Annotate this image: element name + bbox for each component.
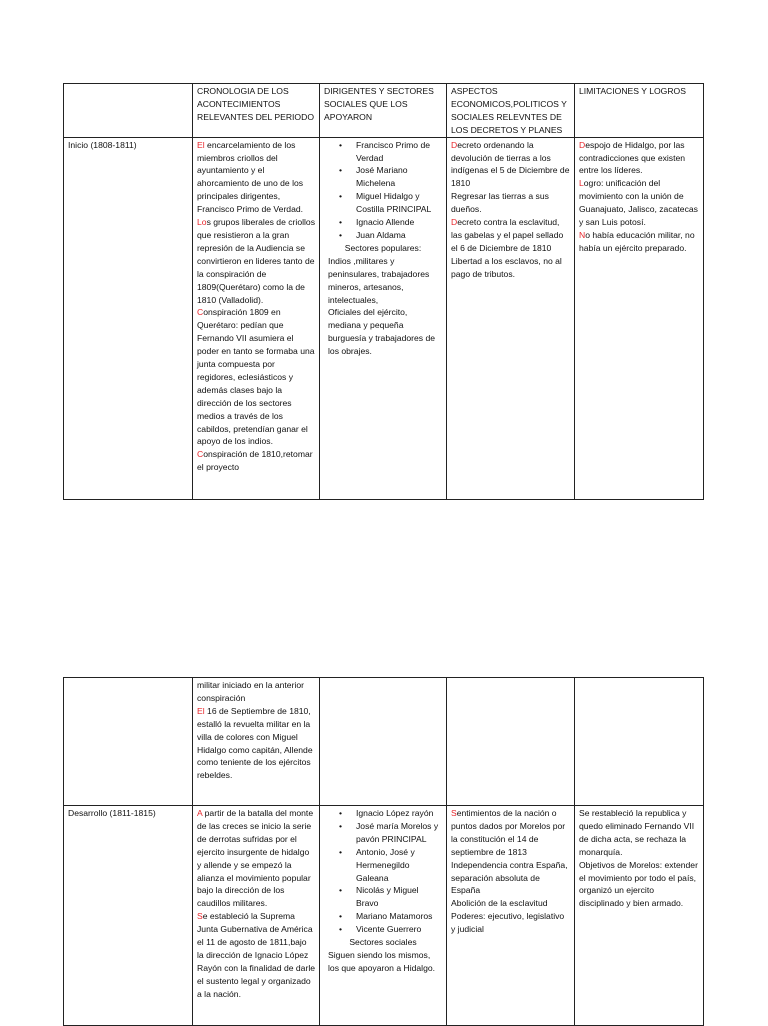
leaders-list [324,807,442,936]
empty-cell [575,678,704,806]
aspectos-cell-desarrollo [447,806,575,1026]
limitaciones-paragraph: Logro: unificación del movimiento con la unión de Guanajuato, Jalisco, zacatecas y san Luis potosí. [579,178,698,228]
cronologia-paragraph: Se estableció la Suprema Junta Gubernativa de América el 11 de agosto de 1811,bajo la dirección de Ignacio López Rayón con la finalidad de darle el sustento legal y organizado a la nación. [197,911,316,999]
aspectos-paragraph: Decreto contra la esclavitud, las gabelas y el papel sellado el 6 de Diciembre de 1810 [451,217,564,253]
aspectos-paragraph: Decreto ordenando la devolución de tierras a los indígenas el 5 de Diciembre de 1810 [451,139,570,189]
aspectos-paragraph: Independencia contra España, separación absoluta de España [451,859,568,896]
cronologia-paragraph: A partir de la batalla del monte de las creces se inicio la serie de derrotas sufridas por el ejercito insurgente de hidalgo y allende y se empezó la alianza el movimiento popular bajo la dirección de los caudillos militares. [197,808,314,909]
row-label-empty [64,678,193,806]
dirigentes-cell-inicio [320,137,447,499]
aspectos-paragraph: Regresar las tierras a sus dueños. [451,191,549,215]
cronologia-paragraph: Conspiración 1809 en Querétaro: pedían que Fernando VII asumiera el poder en tanto se formaba una junta compuesta por regidores, eclesiásticos y además clases bajo la dirección de los sectores medios a través de los cabildos, pretendían ganar el apoyo de los indios. [197,307,315,447]
list-item: • Ignacio López rayón [324,807,442,820]
cronologia-cell-continuation [193,678,320,806]
limitaciones-paragraph: Despojo de Hidalgo, por las contradicciones que existen entre los líderes. [579,139,686,176]
empty-cell [320,678,447,806]
list-item: • Francisco Primo de Verdad [324,139,442,165]
aspectos-paragraph: Abolición de la esclavitud [451,898,548,909]
chronology-table-page-1 [63,83,704,500]
list-item: • Antonio, José y Hermenegildo Galeana [324,846,442,885]
aspectos-cell-inicio [447,137,575,499]
limitaciones-paragraph: No había educación militar, no había un ejército preparado. [579,229,695,253]
list-item: • Mariano Matamoros [324,910,442,923]
cronologia-paragraph: militar iniciado en la anterior conspiración [197,680,304,703]
table-row-continuation [64,678,704,806]
list-item: • Vicente Guerrero [324,923,442,936]
limitaciones-paragraph: Objetivos de Morelos: extender el movimiento por todo el país, organizó un ejercito disciplinado y bien armado. [579,859,698,909]
list-item: • Juan Aldama [324,229,442,242]
header-row [64,84,704,138]
list-item: • José Mariano Michelena [324,164,442,190]
header-limitaciones: LIMITACIONES Y LOGROS [575,84,704,138]
chronology-table-page-2 [63,677,704,1026]
row-label-desarrollo: Desarrollo (1811-1815) [64,806,193,1026]
sectores-text-2: Oficiales del ejército, mediana y pequeña burguesía y trabajadores de los obrajes. [328,307,436,357]
empty-cell [447,678,575,806]
cronologia-cell-desarrollo [193,806,320,1026]
cronologia-cell-inicio [193,137,320,499]
list-item: • José maría Morelos y pavón PRINCIPAL [324,820,442,846]
header-cronologia: CRONOLOGIA DE LOS ACONTECIMIENTOS RELEVANTES DEL PERIODO [193,84,320,138]
list-item: • Ignacio Allende [324,216,442,229]
sectores-text: Siguen siendo los mismos, los que apoyaron a Hidalgo. [328,949,436,973]
header-cell-empty [64,84,193,138]
cronologia-paragraph: Los grupos liberales de criollos que resistieron a la gran represión de la Audiencia se convirtieron en lideres tanto de la conspiración de 1809(Querétaro) como la de 1810 (Valladolid). [197,217,315,305]
leaders-list [324,139,442,242]
header-dirigentes: DIRIGENTES Y SECTORES SOCIALES QUE LOS APOYARON [320,84,447,138]
dirigentes-cell-desarrollo [320,806,447,1026]
row-label-inicio: Inicio (1808-1811) [64,137,193,499]
limitaciones-paragraph: Se restableció la republica y quedo eliminado Fernando VII de dicha acta, se rechaza la monarquía. [579,808,695,857]
cronologia-paragraph: Conspiración de 1810,retomar el proyecto [197,449,313,473]
limitaciones-cell-inicio [575,137,704,499]
aspectos-paragraph: Libertad a los esclavos, no al pago de tributos. [451,255,562,279]
aspectos-paragraph: Sentimientos de la nación o puntos dados por Morelos por la constitución el 14 de septiembre de 1813 [451,808,566,857]
sectores-title: Sectores sociales [349,937,417,948]
list-item: • Miguel Hidalgo y Costilla PRINCIPAL [324,190,442,216]
cronologia-paragraph: El 16 de Septiembre de 1810, estalló la revuelta militar en la villa de colores con Miguel Hidalgo como capitán, Allende como teniente de los ejércitos rebeldes. [197,705,313,781]
table-row-desarrollo [64,806,704,1026]
limitaciones-cell-desarrollo [575,806,704,1026]
list-item: • Nicolás y Miguel Bravo [324,884,442,910]
header-aspectos: ASPECTOS ECONOMICOS,POLITICOS Y SOCIALES RELEVNTES DE LOS DECRETOS Y PLANES [447,84,575,138]
aspectos-paragraph: Poderes: ejecutivo, legislativo y judicial [451,911,565,935]
table-row-inicio [64,137,704,499]
cronologia-paragraph: El encarcelamiento de los miembros criollos del ayuntamiento y el ahorcamiento de uno de los principales dirigentes, Francisco Primo de Verdad. [197,139,304,215]
sectores-title: Sectores populares: [344,242,422,253]
sectores-text: Indios ,militares y peninsulares, trabajadores mineros, artesanos, intelectuales, [328,255,430,305]
